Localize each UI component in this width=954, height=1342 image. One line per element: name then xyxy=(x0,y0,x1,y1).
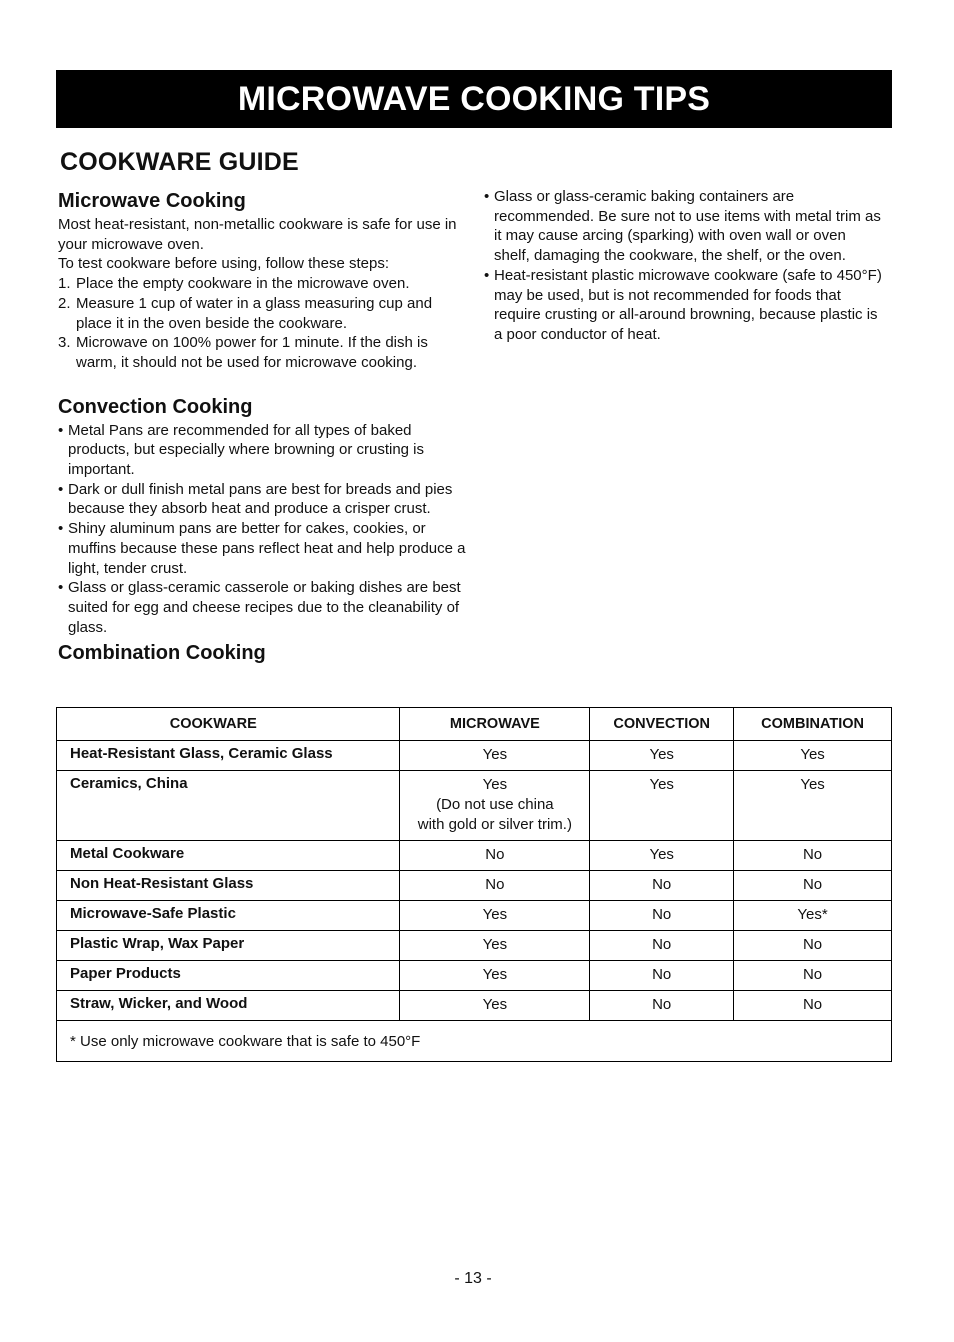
microwave-value: Yes xyxy=(400,901,590,931)
microwave-value: Yes xyxy=(400,961,590,991)
table-row xyxy=(57,991,892,1021)
list-item xyxy=(58,578,468,637)
step-number: 3. xyxy=(58,334,71,352)
page-banner-title: MICROWAVE COOKING TIPS xyxy=(56,70,892,128)
step-text: Microwave on 100% power for 1 minute. If the dish is warm, it should not be used for microwave cooking. xyxy=(76,334,428,371)
microwave-value-text: Yes xyxy=(482,776,508,793)
bullet-icon: • xyxy=(58,520,64,538)
step-text: Measure 1 cup of water in a glass measuring cup and place it in the oven beside the cookware. xyxy=(76,294,433,332)
step-text: Place the empty cookware in the microwave oven. xyxy=(76,275,410,293)
convection-cooking-heading: Convection Cooking xyxy=(58,395,253,418)
microwave-intro: Most heat-resistant, non-metallic cookware is safe for use in your microwave oven. xyxy=(58,216,457,253)
step-number: 2. xyxy=(58,294,71,312)
cookware-name: Microwave-Safe Plastic xyxy=(57,901,400,931)
section-title: COOKWARE GUIDE xyxy=(60,148,299,176)
microwave-value xyxy=(400,771,590,841)
combination-value: No xyxy=(734,931,892,961)
convection-value: Yes xyxy=(590,771,734,841)
column-header-combination: COMBINATION xyxy=(734,708,892,741)
cookware-name: Heat-Resistant Glass, Ceramic Glass xyxy=(57,741,400,771)
combination-value: No xyxy=(734,991,892,1021)
list-item xyxy=(484,266,884,345)
bullet-text: Dark or dull finish metal pans are best for breads and pies because they absorb heat and produce a crisper crust. xyxy=(68,480,453,518)
bullet-icon: • xyxy=(58,579,64,597)
convection-value: No xyxy=(590,931,734,961)
convection-value: No xyxy=(590,901,734,931)
microwave-value-note: with gold or silver trim.) xyxy=(417,816,572,833)
combination-value: Yes xyxy=(734,741,892,771)
convection-value: Yes xyxy=(590,741,734,771)
cookware-name: Ceramics, China xyxy=(57,771,400,841)
table-row xyxy=(57,741,892,771)
convection-value: No xyxy=(590,991,734,1021)
list-item xyxy=(58,274,468,294)
list-item xyxy=(58,480,468,519)
page-number: - 13 - xyxy=(454,1270,492,1287)
right-column xyxy=(484,187,884,345)
step-number: 1. xyxy=(58,275,71,293)
table-footnote-row xyxy=(57,1021,892,1062)
column-header-convection: CONVECTION xyxy=(590,708,734,741)
microwave-value: No xyxy=(400,841,590,871)
list-item xyxy=(58,421,468,480)
bullet-text: Glass or glass-ceramic baking containers are recommended. Be sure not to use items with metal trim as it may cause arcing (sparking) with oven wall or oven shelf, damaging the cookware, the shelf, or the oven. xyxy=(494,188,881,265)
cookware-name: Metal Cookware xyxy=(57,841,400,871)
table-row xyxy=(57,961,892,991)
combination-value: Yes xyxy=(734,771,892,841)
microwave-value: Yes xyxy=(400,991,590,1021)
microwave-value: Yes xyxy=(400,931,590,961)
microwave-value: No xyxy=(400,871,590,901)
table-row xyxy=(57,931,892,961)
convection-bullets xyxy=(58,421,468,638)
list-item xyxy=(58,333,468,372)
bullet-icon: • xyxy=(484,188,490,205)
column-header-cookware: COOKWARE xyxy=(57,708,400,741)
combination-value: No xyxy=(734,841,892,871)
combination-value: No xyxy=(734,871,892,901)
cookware-name: Straw, Wicker, and Wood xyxy=(57,991,400,1021)
microwave-test-steps xyxy=(58,274,468,373)
table-row xyxy=(57,771,892,841)
combination-bullets xyxy=(484,187,884,345)
microwave-test-intro: To test cookware before using, follow these steps: xyxy=(58,255,390,273)
list-item xyxy=(484,187,884,266)
bullet-text: Glass or glass-ceramic casserole or baking dishes are best suited for egg and cheese recipes due to the cleanability of glass. xyxy=(68,579,461,636)
microwave-value: Yes xyxy=(400,741,590,771)
column-header-microwave: MICROWAVE xyxy=(400,708,590,741)
bullet-icon: • xyxy=(58,480,64,498)
combination-cooking-heading: Combination Cooking xyxy=(58,642,266,665)
cookware-table xyxy=(56,707,892,1062)
table-row xyxy=(57,901,892,931)
cookware-name: Non Heat-Resistant Glass xyxy=(57,871,400,901)
combination-value: No xyxy=(734,961,892,991)
table-footnote: * Use only microwave cookware that is safe to 450°F xyxy=(57,1021,892,1062)
convection-value: No xyxy=(590,871,734,901)
convection-value: Yes xyxy=(590,841,734,871)
combination-value: Yes* xyxy=(734,901,892,931)
left-column xyxy=(58,187,468,667)
table-row xyxy=(57,841,892,871)
bullet-icon: • xyxy=(58,421,64,439)
bullet-text: Metal Pans are recommended for all types of baked products, but especially where browning or crusting is important. xyxy=(68,421,425,479)
microwave-cooking-heading: Microwave Cooking xyxy=(58,190,246,212)
table-row xyxy=(57,871,892,901)
bullet-text: Shiny aluminum pans are better for cakes, cookies, or muffins because these pans reflect heat and help produce a light, tender crust. xyxy=(68,520,466,577)
convection-value: No xyxy=(590,961,734,991)
bullet-text: Heat-resistant plastic microwave cookware (safe to 450°F) may be used, but is not recommended for foods that require crusting or all-around browning, because plastic is a poor conductor of heat. xyxy=(494,266,882,343)
list-item xyxy=(58,519,468,578)
cookware-name: Plastic Wrap, Wax Paper xyxy=(57,931,400,961)
microwave-value-note: (Do not use china xyxy=(436,796,554,813)
list-item xyxy=(58,294,468,333)
bullet-icon: • xyxy=(484,266,490,284)
cookware-name: Paper Products xyxy=(57,961,400,991)
table-header-row xyxy=(57,708,892,741)
